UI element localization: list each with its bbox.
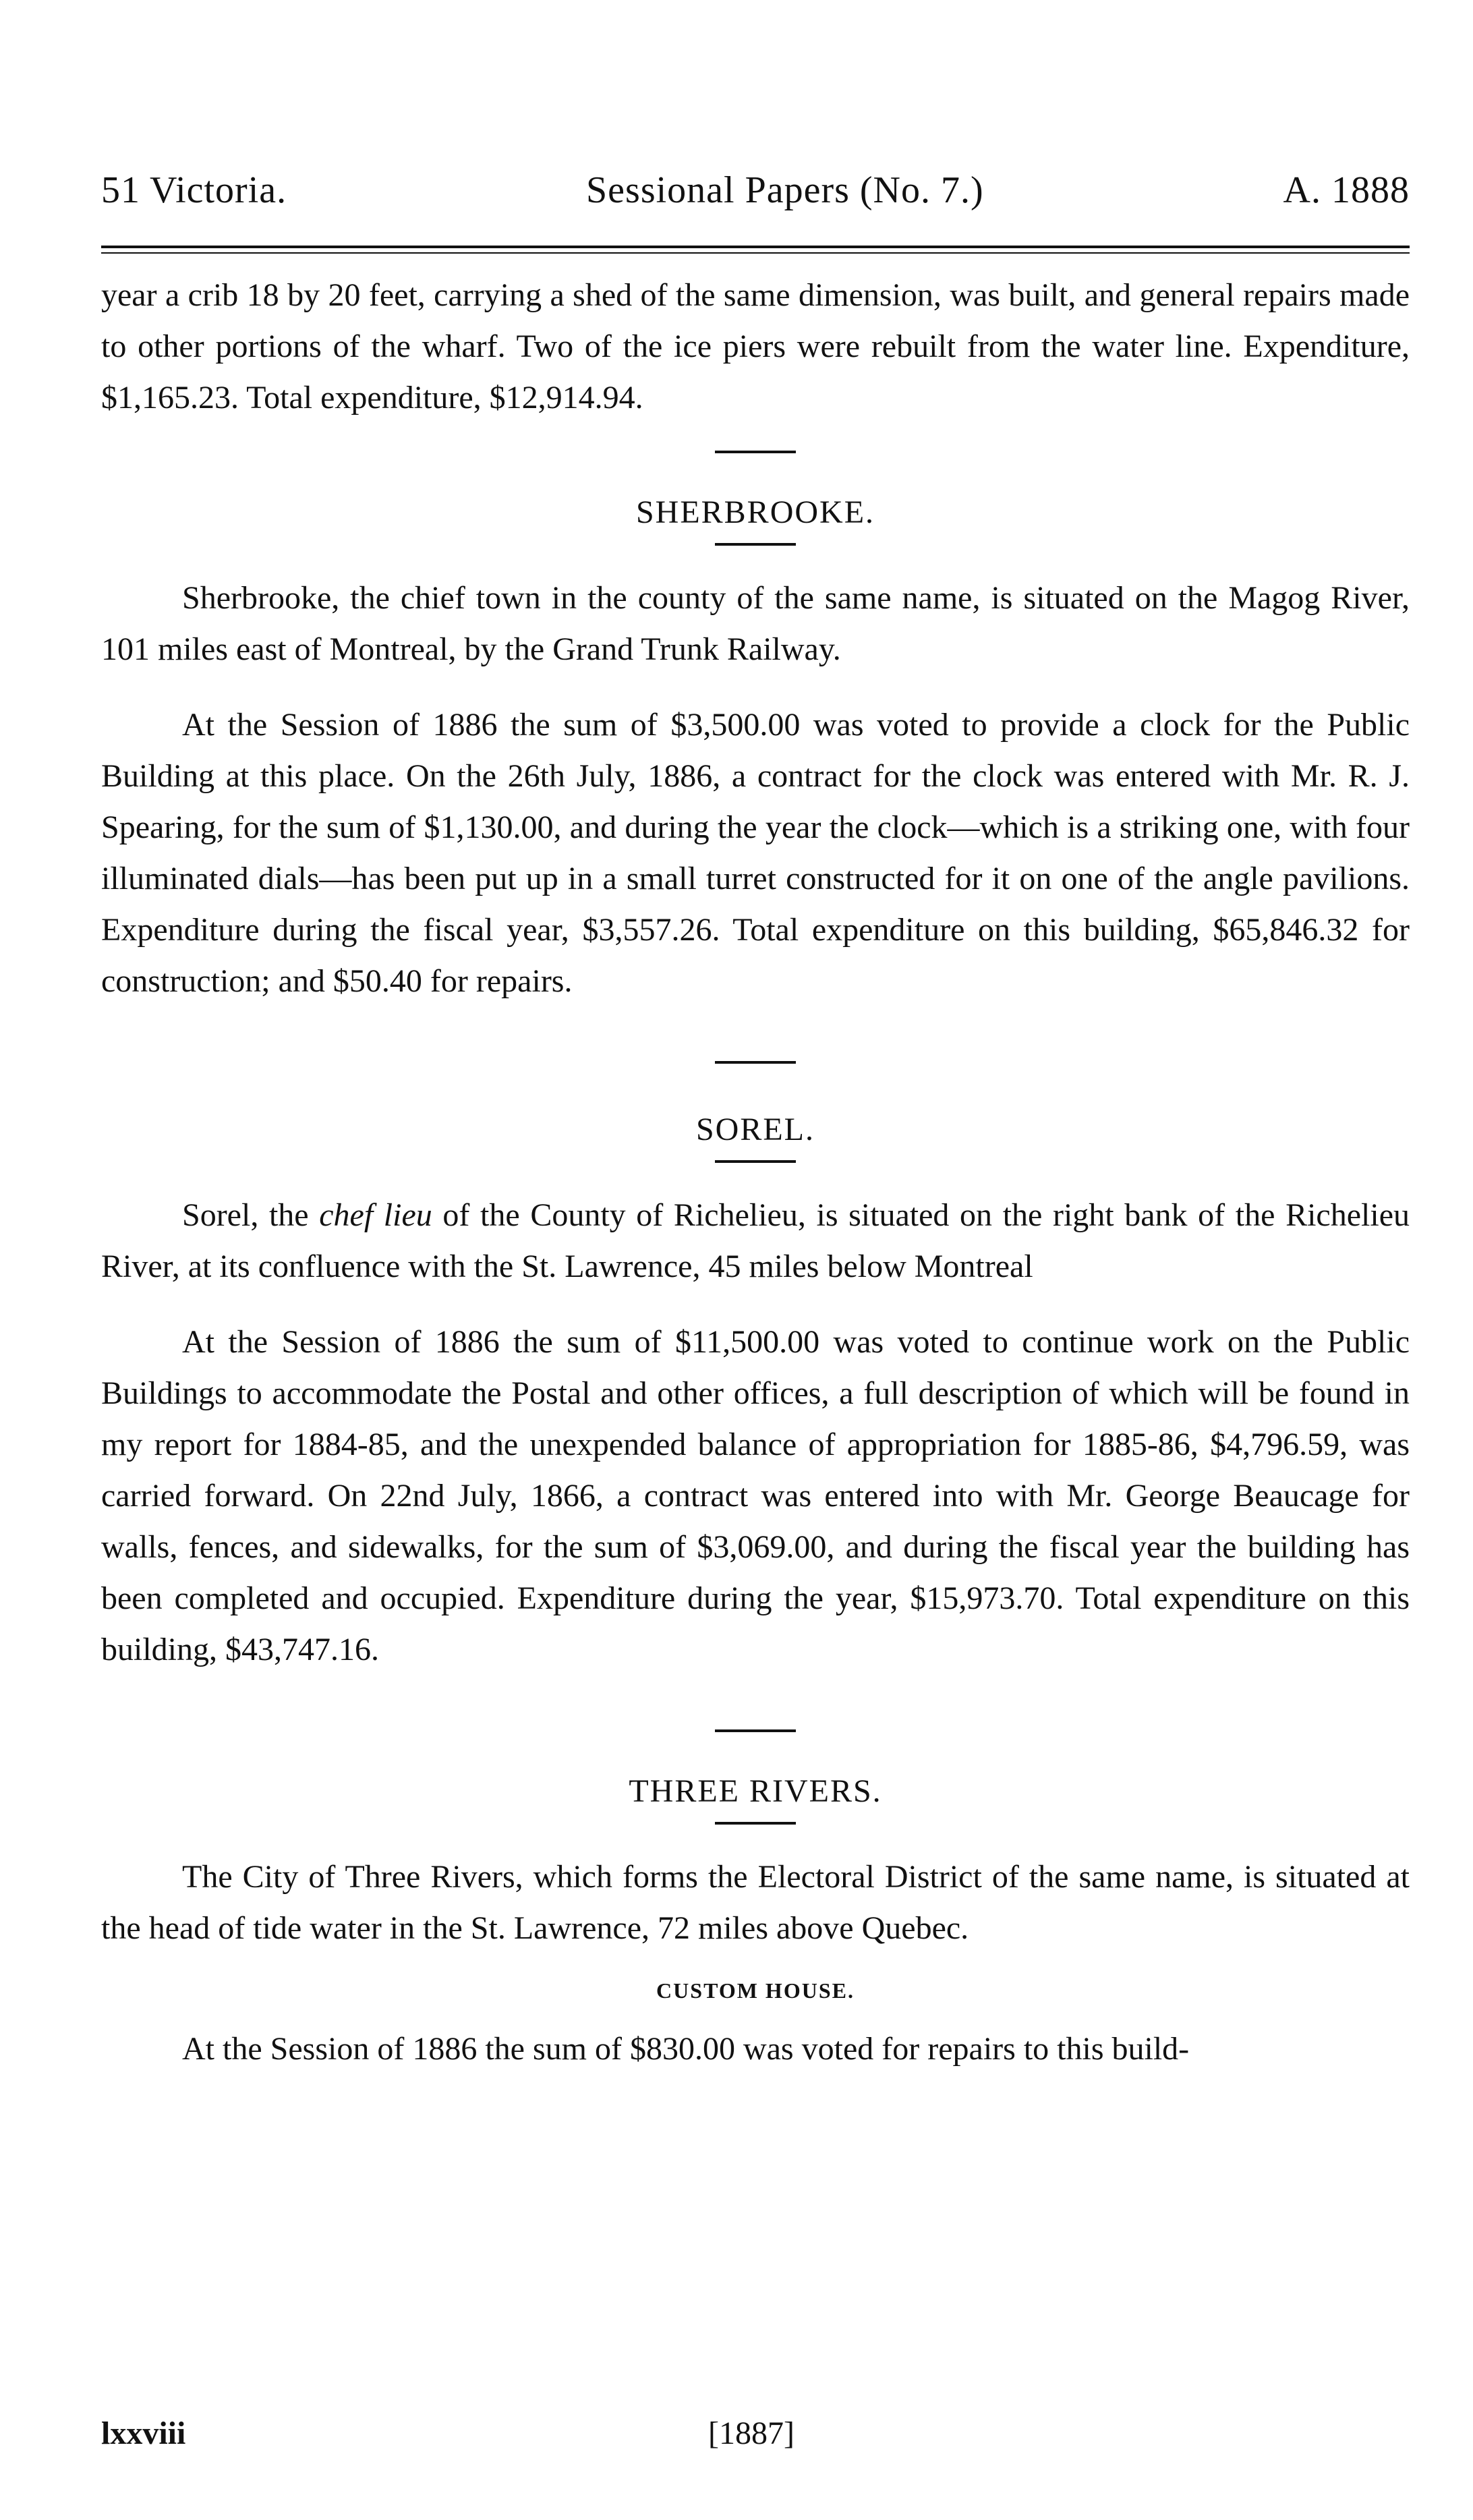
- header-year: A. 1888: [1283, 169, 1410, 211]
- paragraph-three-rivers-1: The City of Three Rivers, which forms the Electoral District of the same name, is situated at the head of tide water in the St. Lawrence, 72 miles above Quebec.: [101, 1859, 1410, 1946]
- section-heading-sorel: SOREL.: [695, 1112, 815, 1147]
- paragraph-three-rivers-2: At the Session of 1886 the sum of $830.00 was voted for repairs to this build-: [182, 2031, 1190, 2067]
- continued-paragraph: year a crib 18 by 20 feet, carrying a shed of the same dimension, was built, and general repairs made to other portions of the wharf. Two of the ice piers were rebuilt from the water line. Expenditure, $1,165.23. Total expenditure, $12,914.94.: [101, 277, 1410, 416]
- heading-underline: [715, 543, 796, 546]
- running-header: [101, 169, 1410, 212]
- paragraph-sorel-2: At the Session of 1886 the sum of $11,500.00 was voted to continue work on the Public Buildings to accommodate the Postal and other offices, a full description of which will be found in my report for 1884-85, and the unexpended balance of appropriation for 1885-86, $4,796.59, was carried forward. On 22nd July, 1866, a contract was entered into with Mr. George Beaucage for walls, fences, and sidewalks, for the sum of $3,069.00, and during the fiscal year the building has been completed and occupied. Expenditure during the year, $15,973.70. Total expenditure on this building, $43,747.16.: [101, 1324, 1410, 1667]
- section-heading-three-rivers: THREE RIVERS.: [629, 1773, 882, 1809]
- subheading-custom-house: CUSTOM HOUSE.: [656, 1978, 855, 2003]
- section-heading-sherbrooke: SHERBROOKE.: [635, 494, 875, 530]
- page-folio: lxxviii: [101, 2415, 186, 2451]
- paragraph-text: Sorel, the: [182, 1197, 320, 1233]
- paragraph-text: of the County of Richelieu, is situated on the right bank of the Richelieu River, at its confluence with the St. Lawrence, 45 miles below Montreal: [101, 1197, 1410, 1284]
- heading-underline: [715, 1822, 796, 1825]
- section-divider: [715, 1061, 796, 1064]
- page-body: [101, 169, 1410, 2075]
- section-divider: [715, 1729, 796, 1732]
- section-divider: [715, 451, 796, 453]
- header-title: Sessional Papers (No. 7.): [586, 169, 984, 211]
- footer-year: [1887]: [708, 2415, 795, 2451]
- header-volume: 51 Victoria.: [101, 169, 287, 211]
- paragraph-sherbrooke-2: At the Session of 1886 the sum of $3,500.00 was voted to provide a clock for the Public Building at this place. On the 26th July, 1886, a contract for the clock was entered with Mr. R. J. Spearing, for the sum of $1,130.00, and during the year the clock—which is a striking one, with four illuminated dials—has been put up in a small turret constructed for it on one of the angle pavilions. Expenditure during the fiscal year, $3,557.26. Total expenditure on this building, $65,846.32 for construction; and $50.40 for repairs.: [101, 707, 1410, 999]
- paragraph-sherbrooke-1: Sherbrooke, the chief town in the county of the same name, is situated on the Magog River, 101 miles east of Montreal, by the Grand Trunk Railway.: [101, 580, 1410, 667]
- heading-underline: [715, 1160, 796, 1163]
- header-rule: [101, 246, 1410, 254]
- italic-phrase: chef lieu: [319, 1197, 432, 1233]
- paragraph-sorel-1: [101, 1190, 1410, 1292]
